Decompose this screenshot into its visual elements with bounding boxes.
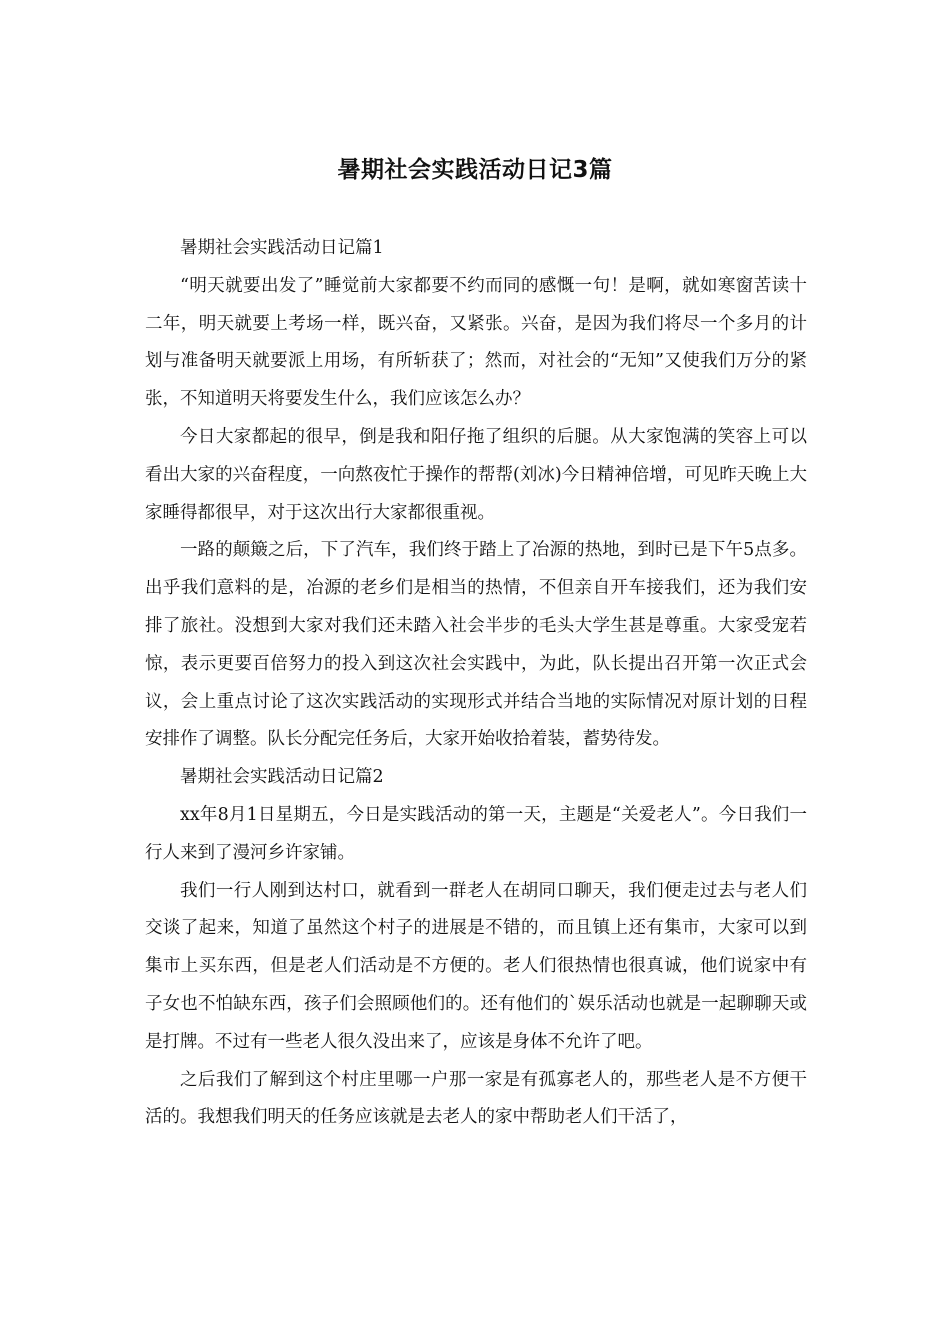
section-heading-2: 暑期社会实践活动日记篇2 — [180, 767, 384, 788]
paragraph: xx年8月1日星期五，今日是实践活动的第一天，主题是“关爱老人”。今日我们一行人来到了漫河乡许家铺。 — [145, 804, 807, 863]
document-title: 暑期社会实践活动日记3篇 — [337, 157, 613, 183]
paragraph: 我们一行人刚到达村口，就看到一群老人在胡同口聊天，我们便走过去与老人们交谈了起来，知道了虽然这个村子的进展是不错的，而且镇上还有集市，大家可以到集市上买东西，但是老人们活动是不方便的。老人们很热情也很真诚，他们说家中有子女也不怕缺东西，孩子们会照顾他们的。还有他们的`娱乐活动也就是一起聊聊天或是打牌。不过有一些老人很久没出来了，应该是身体不允许了吧。 — [145, 880, 807, 1052]
paragraph: 之后我们了解到这个村庄里哪一户那一家是有孤寡老人的，那些老人是不方便干活的。我想我们明天的任务应该就是去老人的家中帮助老人们干活了， — [145, 1069, 807, 1128]
paragraph: 今日大家都起的很早，倒是我和阳仔拖了组织的后腿。从大家饱满的笑容上可以看出大家的兴奋程度，一向熬夜忙于操作的帮帮(刘冰)今日精神倍增，可见昨天晚上大家睡得都很早，对于这次出行大家都很重视。 — [145, 426, 807, 523]
paragraph: “明天就要出发了”睡觉前大家都要不约而同的感慨一句！是啊，就如寒窗苦读十二年，明天就要上考场一样，既兴奋，又紧张。兴奋，是因为我们将尽一个多月的计划与准备明天就要派上用场，有所斩获了；然而，对社会的“无知”又使我们万分的紧张，不知道明天将要发生什么，我们应该怎么办？ — [145, 275, 807, 410]
document-body — [145, 230, 807, 1137]
paragraph: 一路的颠簸之后，下了汽车，我们终于踏上了冶源的热地，到时已是下午5点多。出乎我们意料的是，冶源的老乡们是相当的热情，不但亲自开车接我们，还为我们安排了旅社。没想到大家对我们还未踏入社会半步的毛头大学生甚是尊重。大家受宠若惊，表示更要百倍努力的投入到这次社会实践中，为此，队长提出召开第一次正式会议，会上重点讨论了这次实践活动的实现形式并结合当地的实际情况对原计划的日程安排作了调整。队长分配完任务后，大家开始收拾着装，蓄势待发。 — [145, 540, 807, 750]
section-heading-1: 暑期社会实践活动日记篇1 — [180, 238, 384, 258]
